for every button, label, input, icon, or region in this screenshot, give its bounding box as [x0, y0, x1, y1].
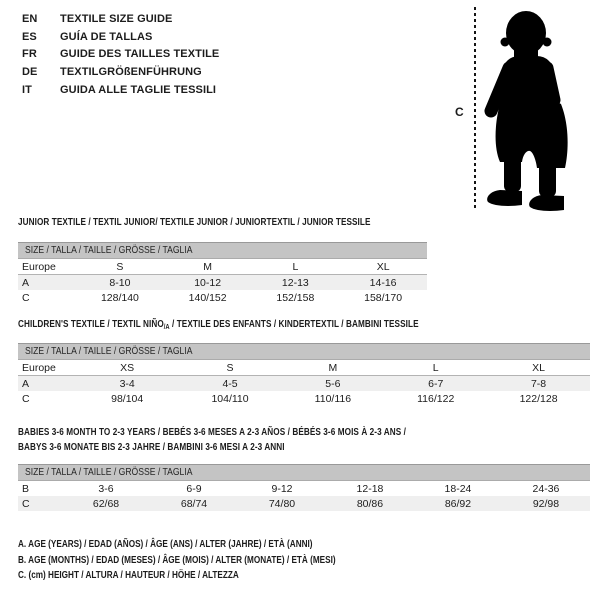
table-cell: 3-4 [119, 377, 135, 390]
size-header-bar [18, 343, 590, 360]
section-junior-heading-text: JUNIOR TEXTILE / TEXTIL JUNIOR/ TEXTILE JUNIOR / JUNIORTEXTIL / JUNIOR TESSILE [18, 216, 371, 228]
junior-size-table [18, 242, 427, 305]
table-cell: 62/68 [92, 497, 120, 510]
height-measure-label: C [455, 105, 464, 119]
table-cell: 18-24 [444, 482, 472, 495]
row-label: A [22, 377, 30, 390]
table-cell: 24-36 [532, 482, 560, 495]
table-cell: 7-8 [530, 377, 547, 390]
table-cell: 5-6 [325, 377, 341, 390]
table-cell: 98/104 [111, 392, 144, 405]
table-row [18, 496, 590, 511]
row-label: A [22, 276, 30, 289]
table-cell: 12-18 [356, 482, 384, 495]
row-label: Europe [18, 360, 76, 376]
table-cell: 122/128 [519, 392, 558, 405]
table-row [18, 360, 590, 376]
size-header-bar [18, 464, 590, 481]
section-babies-heading-line2: BABYS 3-6 MONATE BIS 2-3 JAHRE / BAMBINI 3-6 MESI A 2-3 ANNI [18, 441, 285, 453]
baby-silhouette-image [478, 4, 598, 214]
children-size-table [18, 343, 590, 406]
table-cell: 104/110 [211, 392, 249, 405]
table-cell: 110/116 [314, 392, 352, 405]
size-header-text: SIZE / TALLA / TAILLE / GRÖSSE / TAGLIA [25, 466, 193, 478]
babies-size-table [18, 464, 590, 511]
table-row [18, 481, 590, 496]
table-cell: 12-13 [281, 276, 309, 289]
section-junior-heading [18, 216, 470, 228]
table-cell: XL [339, 259, 427, 275]
table-row [18, 391, 590, 406]
language-code: ES [22, 30, 37, 43]
language-row-en [22, 11, 219, 29]
language-title: TEXTILE SIZE GUIDE [60, 13, 173, 25]
table-row [18, 259, 427, 275]
table-row [18, 275, 427, 291]
row-label: B [22, 482, 30, 495]
table-cell: 140/152 [188, 291, 227, 304]
table-cell: L [252, 259, 340, 275]
section-children-heading-text: CHILDREN'S TEXTILE / TEXTIL $NIÑO_{/A}$ / TEXTILE DES ENFANTS / KINDERTEXTIL / BAMBINI TESSILE [18, 318, 419, 331]
table-cell: 68/74 [180, 497, 208, 510]
size-header-bar [18, 242, 427, 259]
language-row-fr [22, 46, 219, 64]
table-row [18, 376, 590, 392]
table-cell: 4-5 [222, 377, 238, 390]
table-cell: 6-7 [428, 377, 444, 390]
language-list [22, 11, 219, 100]
table-cell: 6-9 [186, 482, 202, 495]
legend-note-b: B. AGE (MONTHS) / EDAD (MESES) / ÂGE (MOIS) / ALTER (MONATE) / ETÀ (MESI) [18, 553, 336, 566]
table-cell: S [179, 360, 282, 376]
size-header-text: SIZE / TALLA / TAILLE / GRÖSSE / TAGLIA [25, 345, 193, 357]
language-row-es [22, 29, 219, 47]
row-label: C [22, 392, 30, 405]
table-cell: S [76, 259, 164, 275]
language-code: DE [22, 66, 38, 79]
table-cell: 9-12 [271, 482, 293, 495]
table-cell: 14-16 [369, 276, 397, 289]
table-cell: 158/170 [364, 291, 403, 304]
language-title: GUÍA DE TALLAS [60, 30, 153, 43]
language-code: FR [22, 48, 37, 61]
table-cell: 92/98 [532, 497, 560, 510]
table-cell: XS [76, 360, 179, 376]
section-babies-heading-line1: BABIES 3-6 MONTH TO 2-3 YEARS / BEBÉS 3-6 MESES A 2-3 AÑOS / BÉBÉS 3-6 MOIS À 2-3 ANS / [18, 426, 407, 438]
language-title: TEXTILGRÖßENFÜHRUNG [60, 66, 202, 79]
language-row-it [22, 82, 219, 100]
table-cell: 116/122 [417, 392, 455, 405]
table-cell: M [164, 259, 252, 275]
height-dotted-line [474, 7, 476, 211]
heading-subscript: /A [163, 322, 170, 331]
row-label: Europe [18, 259, 76, 275]
size-header-text: SIZE / TALLA / TAILLE / GRÖSSE / TAGLIA [25, 244, 193, 256]
legend-note-c: C. (cm) HEIGHT / ALTURA / HAUTEUR / HÖHE / ALTEZZA [18, 569, 239, 581]
table-cell: 3-6 [98, 482, 114, 495]
table-cell: 8-10 [109, 276, 131, 289]
table-cell: 80/86 [356, 497, 384, 510]
table-cell: XL [487, 360, 590, 376]
section-children-heading [18, 318, 532, 331]
language-row-de [22, 64, 219, 82]
table-cell: M [281, 360, 384, 376]
row-label: C [22, 291, 30, 304]
table-cell: 152/158 [276, 291, 315, 304]
legend-notes [18, 537, 425, 584]
table-row [18, 290, 427, 305]
table-cell: 74/80 [268, 497, 296, 510]
language-code: IT [22, 83, 32, 96]
table-cell: 10-12 [194, 276, 222, 289]
legend-note-a: A. AGE (YEARS) / EDAD (AÑOS) / ÂGE (ANS) / ALTER (JAHRE) / ETÀ (ANNI) [18, 538, 313, 550]
language-code: EN [22, 13, 38, 25]
table-cell: L [384, 360, 487, 376]
language-title: GUIDA ALLE TAGLIE TESSILI [60, 83, 217, 96]
row-label: C [22, 497, 30, 510]
table-cell: 128/140 [100, 291, 139, 304]
language-title: GUIDE DES TAILLES TEXTILE [60, 48, 220, 61]
table-cell: 86/92 [444, 497, 472, 510]
section-babies-heading [18, 425, 515, 455]
